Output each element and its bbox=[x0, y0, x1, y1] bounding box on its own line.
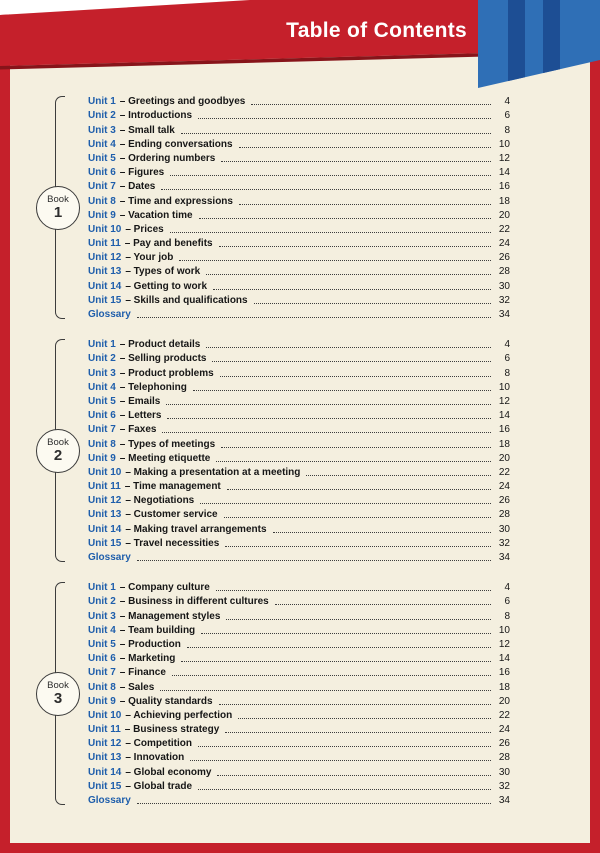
dot-leader bbox=[225, 546, 491, 547]
entry-title: – Company culture bbox=[119, 582, 210, 594]
entry-title: – Management styles bbox=[119, 610, 221, 622]
dot-leader bbox=[206, 347, 491, 348]
dot-leader bbox=[170, 175, 491, 176]
dot-leader bbox=[220, 376, 491, 377]
banner-graphic bbox=[0, 0, 600, 95]
page-number: 30 bbox=[498, 280, 510, 292]
page-number: 18 bbox=[498, 195, 510, 207]
entry-title: – Customer service bbox=[125, 509, 218, 521]
page-number: 16 bbox=[498, 181, 510, 193]
toc-entry bbox=[88, 493, 510, 507]
section-gutter bbox=[10, 94, 88, 321]
page-number: 14 bbox=[498, 167, 510, 179]
entry-unit: Unit 6 bbox=[88, 167, 116, 179]
toc-entry bbox=[88, 708, 510, 722]
page-number: 28 bbox=[498, 266, 510, 278]
page-number: 4 bbox=[504, 339, 510, 351]
toc-entry bbox=[88, 264, 510, 278]
entry-unit: Unit 14 bbox=[88, 523, 122, 535]
entry-unit: Unit 12 bbox=[88, 495, 122, 507]
book-badge-label: Book bbox=[47, 679, 69, 691]
entry-unit: Unit 5 bbox=[88, 152, 116, 164]
page-number: 24 bbox=[498, 724, 510, 736]
toc-entry bbox=[88, 278, 510, 292]
toc-entry bbox=[88, 108, 510, 122]
toc-entry bbox=[88, 137, 510, 151]
toc-entry bbox=[88, 365, 510, 379]
entry-unit: Unit 7 bbox=[88, 181, 116, 193]
toc-entry bbox=[88, 722, 510, 736]
book-badge-label: Book bbox=[47, 436, 69, 448]
entry-unit: Unit 9 bbox=[88, 209, 116, 221]
entry-unit: Unit 12 bbox=[88, 738, 122, 750]
dot-leader bbox=[179, 260, 491, 261]
toc-entry bbox=[88, 479, 510, 493]
page-number: 8 bbox=[504, 367, 510, 379]
dot-leader bbox=[239, 204, 491, 205]
page-number: 22 bbox=[498, 466, 510, 478]
toc-entry bbox=[88, 380, 510, 394]
toc-entry bbox=[88, 550, 510, 564]
entry-title: – Ordering numbers bbox=[119, 152, 216, 164]
page-number: 10 bbox=[498, 624, 510, 636]
toc-entry bbox=[88, 408, 510, 422]
toc-entry bbox=[88, 122, 510, 136]
toc-entry bbox=[88, 465, 510, 479]
entry-title: – Innovation bbox=[125, 752, 185, 764]
entry-unit: Unit 8 bbox=[88, 195, 116, 207]
dot-leader bbox=[216, 590, 491, 591]
dot-leader bbox=[200, 503, 491, 504]
entry-title: – Product details bbox=[119, 339, 201, 351]
entry-title: – Selling products bbox=[119, 353, 207, 365]
section-gutter bbox=[10, 337, 88, 564]
page-number: 6 bbox=[504, 596, 510, 608]
toc-entry bbox=[88, 536, 510, 550]
page-number: 8 bbox=[504, 610, 510, 622]
page-number: 4 bbox=[504, 582, 510, 594]
entry-title: – Letters bbox=[119, 410, 162, 422]
book-badge-number: 1 bbox=[53, 203, 63, 221]
toc-entry bbox=[88, 793, 510, 807]
page-number: 28 bbox=[498, 509, 510, 521]
dot-leader bbox=[161, 189, 491, 190]
toc-entry bbox=[88, 580, 510, 594]
toc-entry bbox=[88, 736, 510, 750]
page-number: 34 bbox=[498, 552, 510, 563]
header-banner bbox=[0, 0, 600, 95]
entry-title: – Telephoning bbox=[119, 381, 187, 393]
entry-title: – Making travel arrangements bbox=[125, 523, 267, 535]
entry-title: – Negotiations bbox=[125, 495, 195, 507]
entry-unit: Unit 4 bbox=[88, 381, 116, 393]
page-number: 20 bbox=[498, 695, 510, 707]
page-number: 26 bbox=[498, 495, 510, 507]
page-number: 12 bbox=[498, 152, 510, 164]
page-number: 32 bbox=[498, 294, 510, 306]
page-number: 20 bbox=[498, 209, 510, 221]
book-section bbox=[10, 337, 590, 564]
toc-entry bbox=[88, 337, 510, 351]
page-number: 8 bbox=[504, 124, 510, 136]
entry-unit: Glossary bbox=[88, 795, 131, 806]
entry-unit: Unit 3 bbox=[88, 124, 116, 136]
entry-unit: Unit 15 bbox=[88, 780, 122, 792]
dot-leader bbox=[198, 789, 491, 790]
entry-title: – Global trade bbox=[125, 780, 193, 792]
toc-entry bbox=[88, 436, 510, 450]
toc-entry bbox=[88, 307, 510, 321]
entry-title: – Vacation time bbox=[119, 209, 193, 221]
dot-leader bbox=[198, 746, 491, 747]
entry-title: – Making a presentation at a meeting bbox=[125, 466, 301, 478]
dot-leader bbox=[221, 447, 491, 448]
entry-title: – Greetings and goodbyes bbox=[119, 96, 246, 108]
entry-title: – Finance bbox=[119, 667, 166, 679]
toc-entry bbox=[88, 750, 510, 764]
toc-entry bbox=[88, 351, 510, 365]
entry-title: – Ending conversations bbox=[119, 138, 233, 150]
entry-list bbox=[88, 580, 590, 807]
toc-entry bbox=[88, 679, 510, 693]
entry-unit: Unit 14 bbox=[88, 766, 122, 778]
toc-entry bbox=[88, 637, 510, 651]
toc-entry bbox=[88, 521, 510, 535]
dot-leader bbox=[181, 661, 491, 662]
dot-leader bbox=[238, 718, 491, 719]
dot-leader bbox=[306, 475, 491, 476]
entry-title: – Introductions bbox=[119, 110, 193, 122]
page-number: 30 bbox=[498, 523, 510, 535]
dot-leader bbox=[219, 246, 491, 247]
toc-entry bbox=[88, 250, 510, 264]
entry-unit: Unit 9 bbox=[88, 452, 116, 464]
dot-leader bbox=[137, 803, 491, 804]
page-number: 18 bbox=[498, 681, 510, 693]
entry-title: – Pay and benefits bbox=[124, 238, 213, 250]
dot-leader bbox=[216, 461, 491, 462]
entry-unit: Unit 8 bbox=[88, 438, 116, 450]
page-paper bbox=[10, 0, 590, 843]
toc-entry bbox=[88, 507, 510, 521]
page-number: 26 bbox=[498, 252, 510, 264]
toc-entry bbox=[88, 165, 510, 179]
page-number: 20 bbox=[498, 452, 510, 464]
book-badge-label: Book bbox=[47, 193, 69, 205]
dot-leader bbox=[206, 274, 491, 275]
toc-entry bbox=[88, 764, 510, 778]
entry-title: – Types of meetings bbox=[119, 438, 216, 450]
entry-title: – Skills and qualifications bbox=[125, 294, 248, 306]
dot-leader bbox=[273, 532, 491, 533]
toc-entry bbox=[88, 694, 510, 708]
toc-sections bbox=[10, 90, 590, 823]
dot-leader bbox=[251, 104, 491, 105]
page-number: 14 bbox=[498, 410, 510, 422]
entry-unit: Unit 15 bbox=[88, 294, 122, 306]
toc-entry bbox=[88, 451, 510, 465]
page-number: 18 bbox=[498, 438, 510, 450]
entry-title: – Competition bbox=[125, 738, 193, 750]
page-number: 10 bbox=[498, 381, 510, 393]
toc-entry bbox=[88, 222, 510, 236]
page-number: 32 bbox=[498, 780, 510, 792]
dot-leader bbox=[167, 418, 491, 419]
entry-unit: Unit 1 bbox=[88, 96, 116, 108]
entry-title: – Time and expressions bbox=[119, 195, 233, 207]
dot-leader bbox=[217, 775, 491, 776]
entry-title: – Emails bbox=[119, 395, 161, 407]
page-number: 10 bbox=[498, 138, 510, 150]
entry-title: – Business strategy bbox=[124, 724, 220, 736]
entry-unit: Unit 11 bbox=[88, 238, 121, 250]
page-number: 16 bbox=[498, 424, 510, 436]
dot-leader bbox=[225, 732, 491, 733]
entry-unit: Unit 13 bbox=[88, 509, 122, 521]
entry-unit: Glossary bbox=[88, 309, 131, 320]
page-number: 16 bbox=[498, 667, 510, 679]
entry-unit: Unit 15 bbox=[88, 537, 122, 549]
entry-title: – Production bbox=[119, 638, 181, 650]
book-badge bbox=[36, 672, 80, 716]
dot-leader bbox=[198, 118, 491, 119]
entry-unit: Unit 11 bbox=[88, 724, 121, 736]
entry-unit: Glossary bbox=[88, 552, 131, 563]
toc-entry bbox=[88, 651, 510, 665]
book-badge-number: 3 bbox=[53, 689, 63, 707]
dot-leader bbox=[239, 147, 491, 148]
entry-title: – Figures bbox=[119, 167, 165, 179]
dot-leader bbox=[221, 161, 491, 162]
entry-unit: Unit 10 bbox=[88, 223, 122, 235]
entry-list bbox=[88, 337, 590, 564]
entry-unit: Unit 3 bbox=[88, 610, 116, 622]
page-number: 24 bbox=[498, 238, 510, 250]
page-number: 12 bbox=[498, 638, 510, 650]
entry-title: – Sales bbox=[119, 681, 155, 693]
dot-leader bbox=[166, 404, 491, 405]
dot-leader bbox=[219, 704, 491, 705]
entry-unit: Unit 6 bbox=[88, 410, 116, 422]
entry-title: – Global economy bbox=[125, 766, 212, 778]
entry-unit: Unit 1 bbox=[88, 339, 116, 351]
toc-entry bbox=[88, 94, 510, 108]
entry-title: – Faxes bbox=[119, 424, 157, 436]
entry-title: – Getting to work bbox=[125, 280, 208, 292]
entry-unit: Unit 6 bbox=[88, 653, 116, 665]
dot-leader bbox=[160, 690, 491, 691]
entry-unit: Unit 2 bbox=[88, 596, 116, 608]
toc-entry bbox=[88, 608, 510, 622]
dot-leader bbox=[181, 133, 491, 134]
toc-entry bbox=[88, 665, 510, 679]
toc-entry bbox=[88, 179, 510, 193]
book-section bbox=[10, 94, 590, 321]
dot-leader bbox=[187, 647, 491, 648]
page-number: 32 bbox=[498, 537, 510, 549]
dot-leader bbox=[137, 317, 491, 318]
section-gutter bbox=[10, 580, 88, 807]
entry-title: – Travel necessities bbox=[125, 537, 220, 549]
dot-leader bbox=[275, 604, 491, 605]
entry-title: – Business in different cultures bbox=[119, 596, 269, 608]
dot-leader bbox=[199, 218, 491, 219]
page-number: 22 bbox=[498, 709, 510, 721]
toc-entry bbox=[88, 779, 510, 793]
entry-title: – Your job bbox=[125, 252, 174, 264]
toc-entry bbox=[88, 394, 510, 408]
dot-leader bbox=[190, 760, 491, 761]
entry-title: – Types of work bbox=[125, 266, 201, 278]
entry-title: – Achieving perfection bbox=[125, 709, 233, 721]
entry-title: – Quality standards bbox=[119, 695, 213, 707]
dot-leader bbox=[170, 232, 491, 233]
entry-unit: Unit 14 bbox=[88, 280, 122, 292]
page-number: 28 bbox=[498, 752, 510, 764]
entry-unit: Unit 10 bbox=[88, 466, 122, 478]
entry-title: – Prices bbox=[125, 223, 164, 235]
entry-unit: Unit 9 bbox=[88, 695, 116, 707]
page-number: 22 bbox=[498, 223, 510, 235]
dot-leader bbox=[227, 489, 491, 490]
dot-leader bbox=[162, 432, 491, 433]
entry-unit: Unit 7 bbox=[88, 424, 116, 436]
entry-unit: Unit 7 bbox=[88, 667, 116, 679]
toc-entry bbox=[88, 208, 510, 222]
entry-unit: Unit 13 bbox=[88, 266, 122, 278]
entry-unit: Unit 2 bbox=[88, 110, 116, 122]
dot-leader bbox=[137, 560, 491, 561]
entry-unit: Unit 5 bbox=[88, 638, 116, 650]
dot-leader bbox=[213, 289, 491, 290]
page-number: 12 bbox=[498, 395, 510, 407]
book-badge bbox=[36, 186, 80, 230]
entry-unit: Unit 8 bbox=[88, 681, 116, 693]
entry-unit: Unit 12 bbox=[88, 252, 122, 264]
book-badge bbox=[36, 429, 80, 473]
entry-title: – Product problems bbox=[119, 367, 214, 379]
entry-title: – Team building bbox=[119, 624, 196, 636]
page-number: 6 bbox=[504, 110, 510, 122]
entry-unit: Unit 4 bbox=[88, 624, 116, 636]
entry-unit: Unit 4 bbox=[88, 138, 116, 150]
dot-leader bbox=[172, 675, 491, 676]
dot-leader bbox=[254, 303, 491, 304]
dot-leader bbox=[226, 619, 491, 620]
page-number: 26 bbox=[498, 738, 510, 750]
entry-title: – Time management bbox=[124, 481, 221, 493]
entry-unit: Unit 2 bbox=[88, 353, 116, 365]
book-section bbox=[10, 580, 590, 807]
dot-leader bbox=[193, 390, 491, 391]
entry-unit: Unit 10 bbox=[88, 709, 122, 721]
entry-title: – Meeting etiquette bbox=[119, 452, 211, 464]
page-title: Table of Contents bbox=[286, 19, 467, 42]
dot-leader bbox=[224, 517, 491, 518]
page-number: 14 bbox=[498, 653, 510, 665]
dot-leader bbox=[212, 361, 491, 362]
toc-entry bbox=[88, 594, 510, 608]
entry-unit: Unit 3 bbox=[88, 367, 116, 379]
entry-title: – Marketing bbox=[119, 653, 176, 665]
page-number: 34 bbox=[498, 795, 510, 806]
entry-list bbox=[88, 94, 590, 321]
entry-title: – Small talk bbox=[119, 124, 175, 136]
toc-entry bbox=[88, 193, 510, 207]
page-number: 6 bbox=[504, 353, 510, 365]
blue-stripes bbox=[478, 0, 600, 95]
toc-entry bbox=[88, 623, 510, 637]
page-number: 30 bbox=[498, 766, 510, 778]
entry-unit: Unit 11 bbox=[88, 481, 121, 493]
toc-entry bbox=[88, 293, 510, 307]
page-number: 24 bbox=[498, 481, 510, 493]
page-number: 34 bbox=[498, 309, 510, 320]
entry-unit: Unit 1 bbox=[88, 582, 116, 594]
toc-entry bbox=[88, 236, 510, 250]
page-number: 4 bbox=[504, 96, 510, 108]
toc-entry bbox=[88, 422, 510, 436]
entry-title: – Dates bbox=[119, 181, 156, 193]
book-badge-number: 2 bbox=[53, 446, 63, 464]
entry-unit: Unit 13 bbox=[88, 752, 122, 764]
toc-entry bbox=[88, 151, 510, 165]
entry-unit: Unit 5 bbox=[88, 395, 116, 407]
dot-leader bbox=[201, 633, 491, 634]
